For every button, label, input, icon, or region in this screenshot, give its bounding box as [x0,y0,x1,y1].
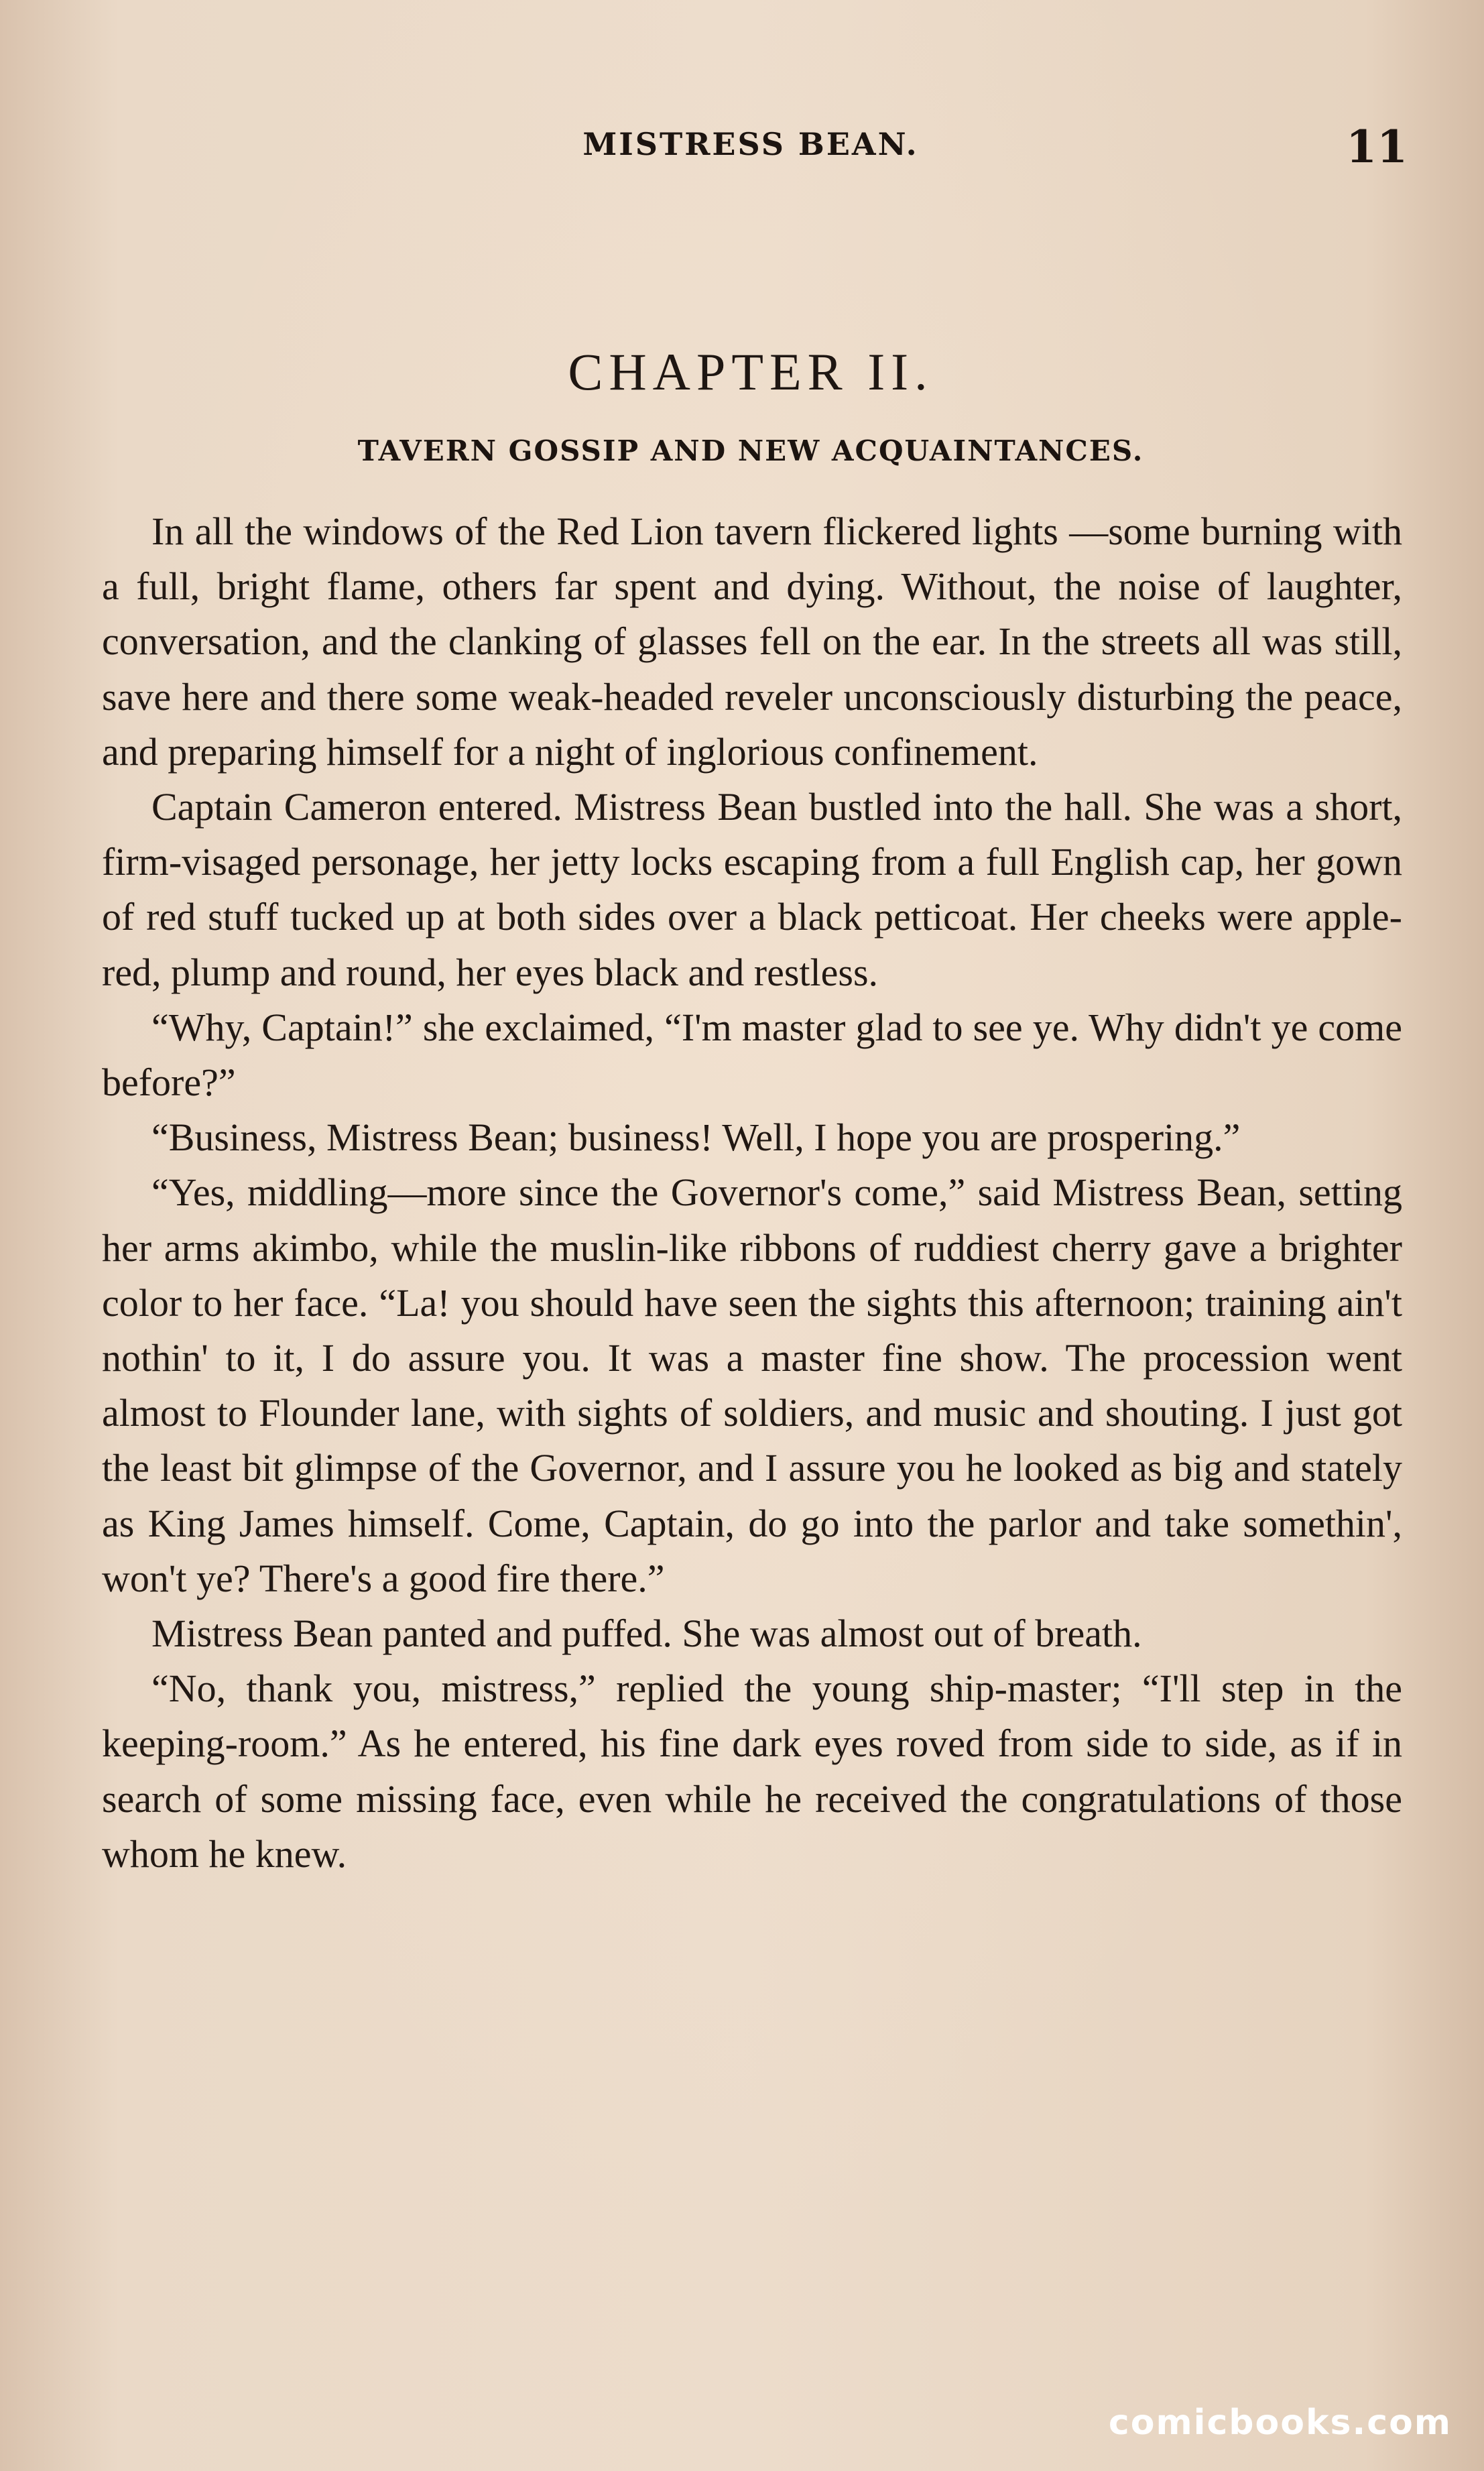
paragraph: “Why, Captain!” she exclaimed, “I'm master glad to see ye. Why didn't ye come before?” [102,1005,1402,1105]
paragraph: Mistress Bean panted and puffed. She was almost out of breath. [151,1612,1142,1656]
page-header [94,121,1408,181]
body-text [102,504,1402,1882]
running-head: MISTRESS BEAN. [582,126,919,162]
chapter-subtitle: TAVERN GOSSIP AND NEW ACQUAINTANCES. [357,434,1144,467]
paragraph: “No, thank you, mistress,” replied the young ship-master; “I'll step in the keeping-room.” As he entered, his fine dark eyes roved from side to side, as if in search of some missing face, even while he received the congratulations of those whom he knew. [102,1667,1402,1876]
paragraph: “Yes, middling—more since the Governor's come,” said Mistress Bean, setting her arms akimbo, while the muslin-like ribbons of ruddiest cherry gave a brighter color to her face. “La! you should have seen the sights this afternoon; training ain't nothin' to it, I do assure you. It was a master fine show. The procession went almost to Flounder lane, with sights of soldiers, and music and shouting. I just got the least bit glimpse of the Governor, and I assure you he looked as big and stately as King James himself. Come, Captain, do go into the parlor and take somethin', won't ye? There's a good fire there.” [102,1170,1402,1600]
paragraph: Captain Cameron entered. Mistress Bean bustled into the hall. She was a short, firm-visaged personage, her jetty locks escaping from a full English cap, her gown of red stuff tucked up at both sides over a black petticoat. Her cheeks were apple-red, plump and round, her eyes black and restless. [102,785,1402,994]
page-number: 11 [1346,121,1408,173]
chapter-title: CHAPTER II. [568,343,934,401]
paragraph: In all the windows of the Red Lion tavern flickered lights —some burning with a full, bright flame, others far spent and dying. Without, the noise of laughter, conversation, and the clanking of glasses fell on the ear. In the streets all was still, save here and there some weak-headed reveler unconsciously disturbing the peace, and preparing himself for a night of inglorious confinement. [102,509,1402,774]
paragraph: “Business, Mistress Bean; business! Well, I hope you are prospering.” [151,1116,1241,1160]
watermark: comicbooks.com [1108,2403,1452,2443]
